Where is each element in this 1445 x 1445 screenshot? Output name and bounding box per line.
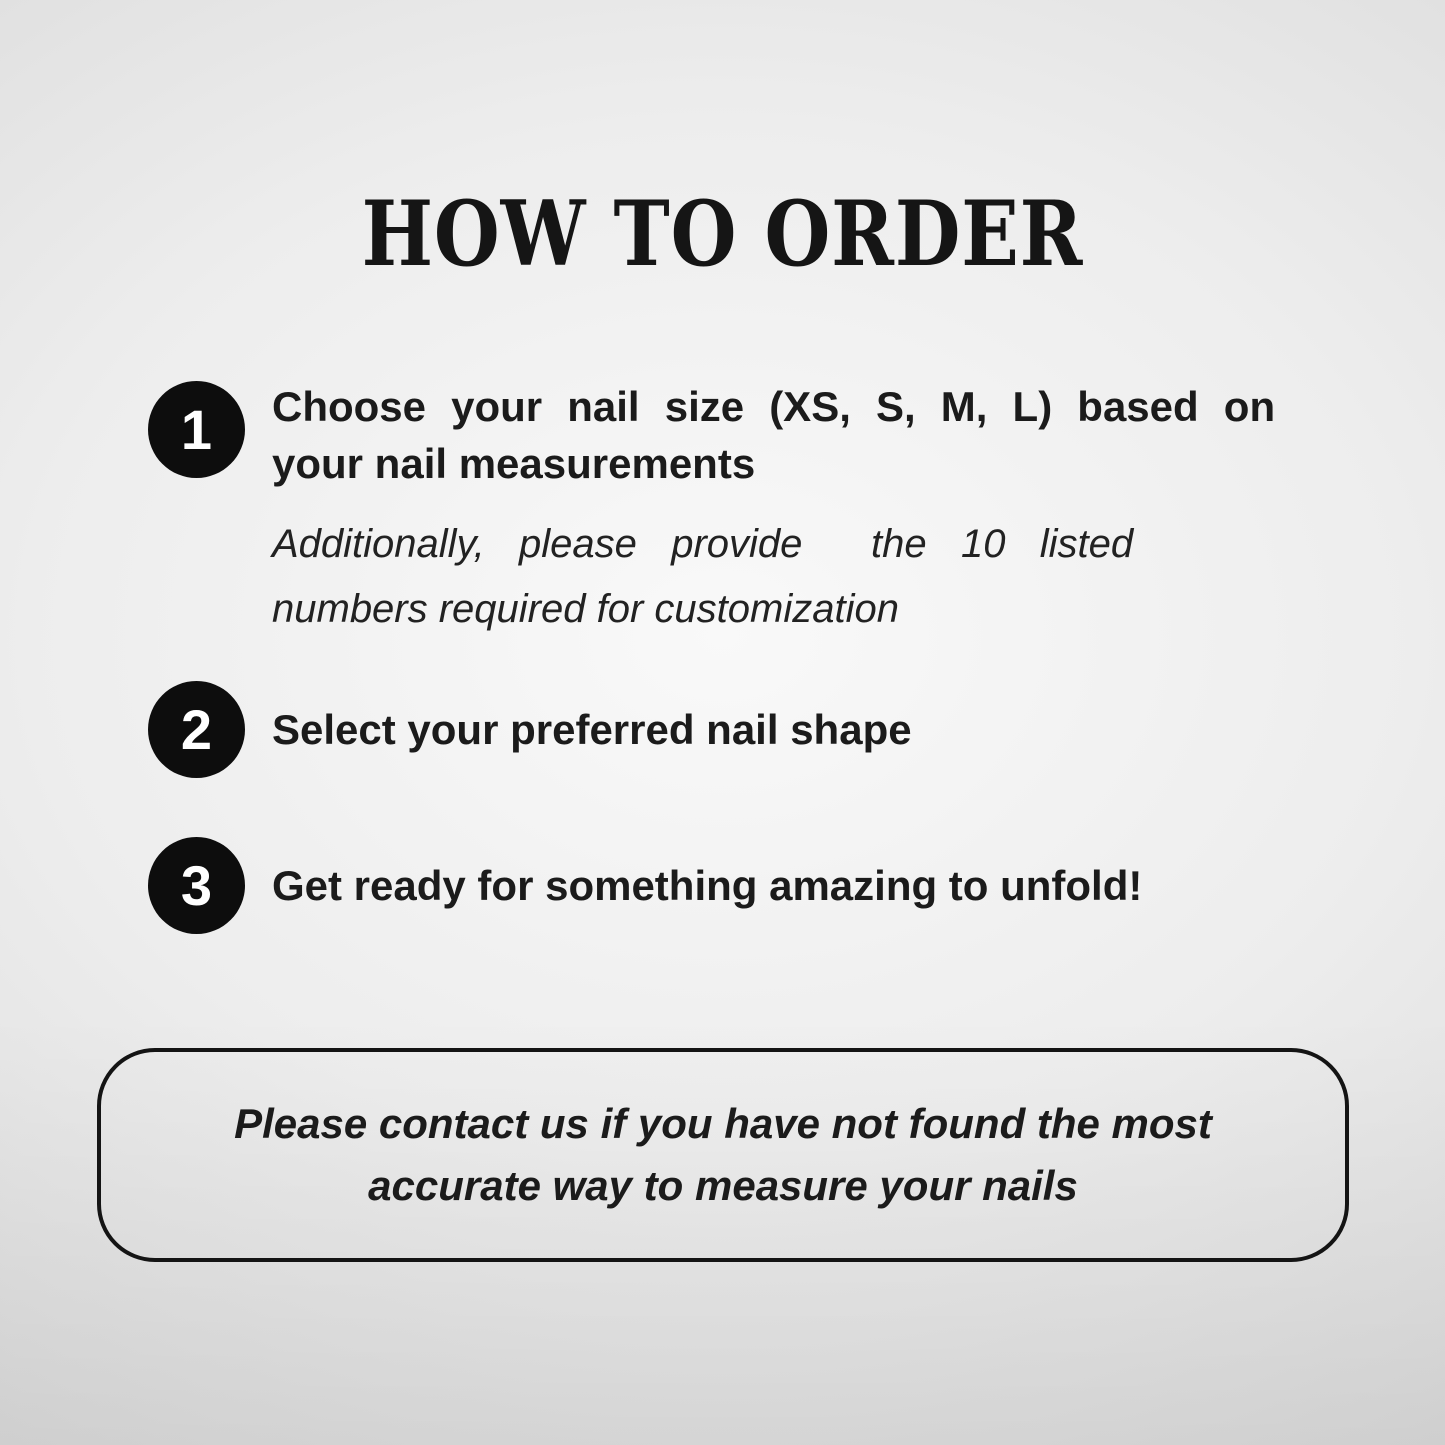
page-title: HOW TO ORDER [361, 181, 1084, 287]
step-2-title-line-1: Select your preferred nail shape [272, 706, 912, 753]
step-1-title [272, 378, 1307, 492]
step-1-title-line-1: Choose your nail size (XS, S, M, L) based on [272, 383, 1276, 430]
step-1-number-badge [148, 381, 245, 478]
contact-note-line-1: Please contact us if you have not found the most [234, 1100, 1212, 1147]
step-1-title-line-2: your nail measurements [272, 440, 756, 487]
step-2-number: 2 [180, 697, 213, 761]
step-3-title-line-1: Get ready for something amazing to unfold! [272, 862, 1143, 909]
step-1-sub-note [272, 512, 1307, 642]
step-1-sub-note-line-2: numbers required for customization [272, 587, 899, 631]
step-3-number-badge [148, 837, 245, 934]
step-1-sub-note-line-1: Additionally, please provide the 10 listed [272, 522, 1134, 566]
step-2-number-badge [148, 681, 245, 778]
step-3-number: 3 [180, 853, 213, 917]
contact-note-line-2: accurate way to measure your nails [368, 1162, 1078, 1209]
step-3-title [272, 864, 1307, 908]
step-2-title [272, 708, 1307, 752]
contact-note-box [97, 1048, 1349, 1262]
step-1-number: 1 [180, 397, 213, 461]
